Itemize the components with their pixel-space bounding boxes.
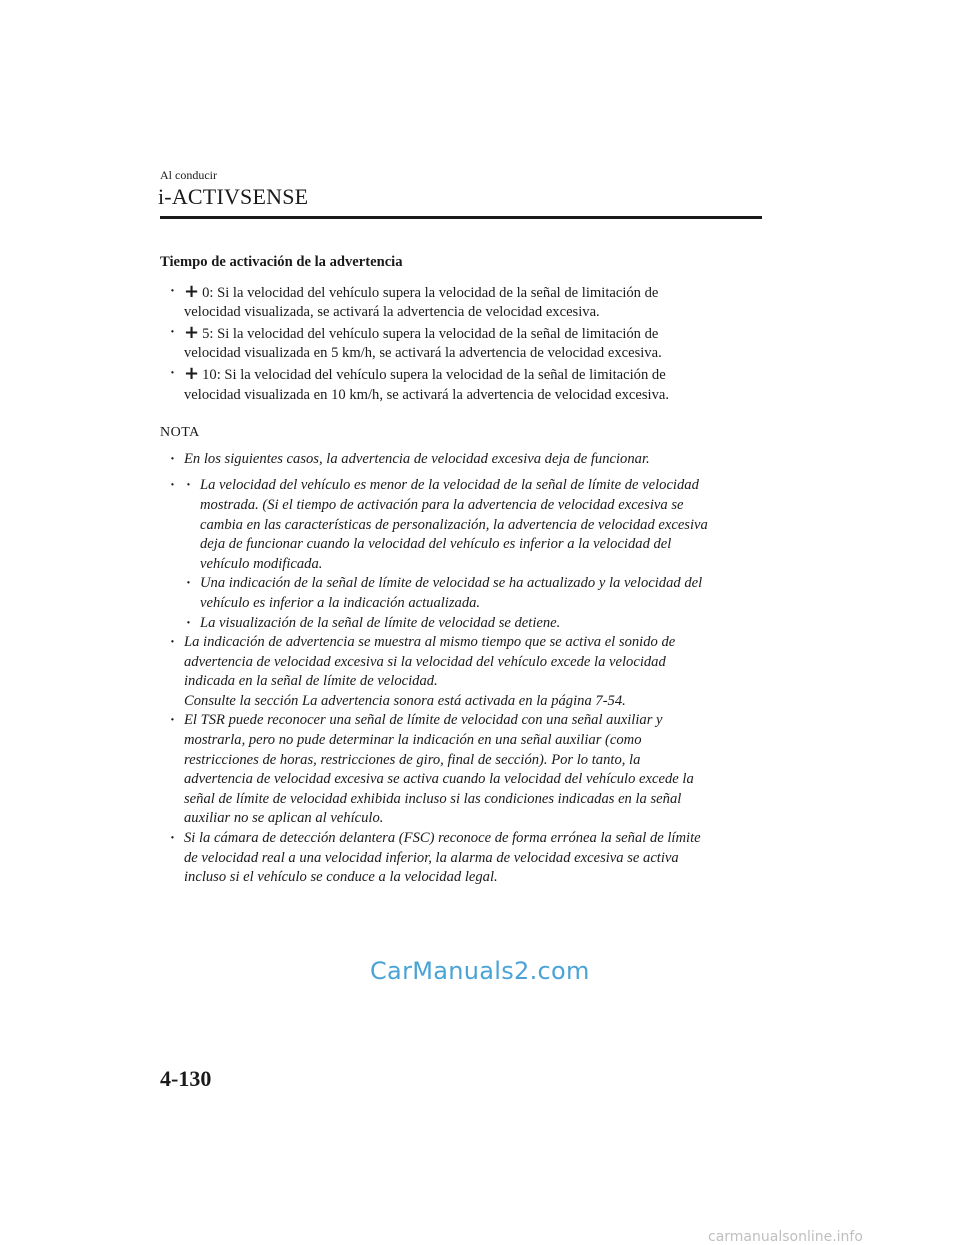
note-sub-list (184, 476, 760, 633)
plus-icon: + (184, 321, 200, 343)
list-item (160, 364, 760, 405)
item-text-line1: 5: Si la velocidad del vehículo supera la velocidad de la señal de limitación de (202, 325, 659, 342)
note-item: · La indicación de advertencia se muestra al mismo tiempo que se activa el sonido de advertencia de velocidad excesiva si la velocidad del vehículo excede la velocidad indicada en la señal de límite de velocidad. Consulte la sección La advertencia sonora está activada en la página 7-54. (160, 633, 760, 711)
section-title: i-ACTIVSENSE (158, 184, 309, 209)
page-number: 4-130 (160, 1066, 212, 1091)
item-text-line2: velocidad visualizada en 5 km/h, se activará la advertencia de velocidad excesiva. (184, 345, 662, 362)
note-sub-item: · · La velocidad del vehículo es menor de la velocidad de la señal de límite de velocidad mostrada. (Si el tiempo de activación para la advertencia de velocidad excesiva se cambia en las características de personalización, la advertencia de velocidad excesiva deja de funcionar cuando la velocidad del vehículo es inferior a la velocidad del vehículo modificada. (184, 476, 760, 574)
item-text-line2: velocidad visualizada, se activará la advertencia de velocidad excesiva. (184, 304, 600, 321)
list-item (160, 323, 760, 364)
note-sub-item: · La visualización de la señal de límite de velocidad se detiene. (184, 614, 760, 634)
list-item (160, 282, 760, 323)
note-label: NOTA (160, 425, 200, 441)
plus-icon: + (184, 362, 200, 384)
warning-timing-heading: Tiempo de activación de la advertencia (160, 254, 403, 270)
item-text-line2: velocidad visualizada en 10 km/h, se activará la advertencia de velocidad excesiva. (184, 386, 670, 403)
title-divider (160, 216, 762, 219)
note-sub-item: · Una indicación de la señal de límite de velocidad se ha actualizado y la velocidad del vehículo es inferior a la indicación actualizada. (184, 574, 760, 613)
note-item (160, 450, 760, 470)
note-sub-container (160, 476, 760, 633)
plus-icon: + (184, 280, 200, 302)
warning-timing-list (160, 282, 760, 406)
item-text-line1: 0: Si la velocidad del vehículo supera la velocidad de la señal de limitación de (202, 284, 659, 301)
note-intro: En los siguientes casos, la advertencia de velocidad excesiva deja de funcionar. (184, 450, 650, 467)
watermark-logo: CarManuals2.com (370, 957, 590, 985)
page-content (160, 253, 760, 888)
item-text-line1: 10: Si la velocidad del vehículo supera la velocidad de la señal de limitación de (202, 366, 666, 383)
footer-watermark: carmanualsonline.info (708, 1229, 863, 1245)
note-item: · Si la cámara de detección delantera (FSC) reconoce de forma errónea la señal de límite de velocidad real a una velocidad inferior, la alarma de velocidad excesiva se activa incluso si el vehículo se conduce a la velocidad legal. (160, 829, 760, 888)
note-list (160, 450, 760, 888)
note-item: · El TSR puede reconocer una señal de límite de velocidad con una señal auxiliar y mostrarla, pero no pude determinar la indicación en una señal auxiliar (como restricciones de horas, restricciones de giro, final de sección). Por lo tanto, la advertencia de velocidad excesiva se activa cuando la velocidad del vehículo excede la señal de límite de velocidad exhibida incluso si las condiciones indicadas en la señal auxiliar no se aplican al vehículo. (160, 711, 760, 829)
breadcrumb: Al conducir (160, 168, 217, 182)
